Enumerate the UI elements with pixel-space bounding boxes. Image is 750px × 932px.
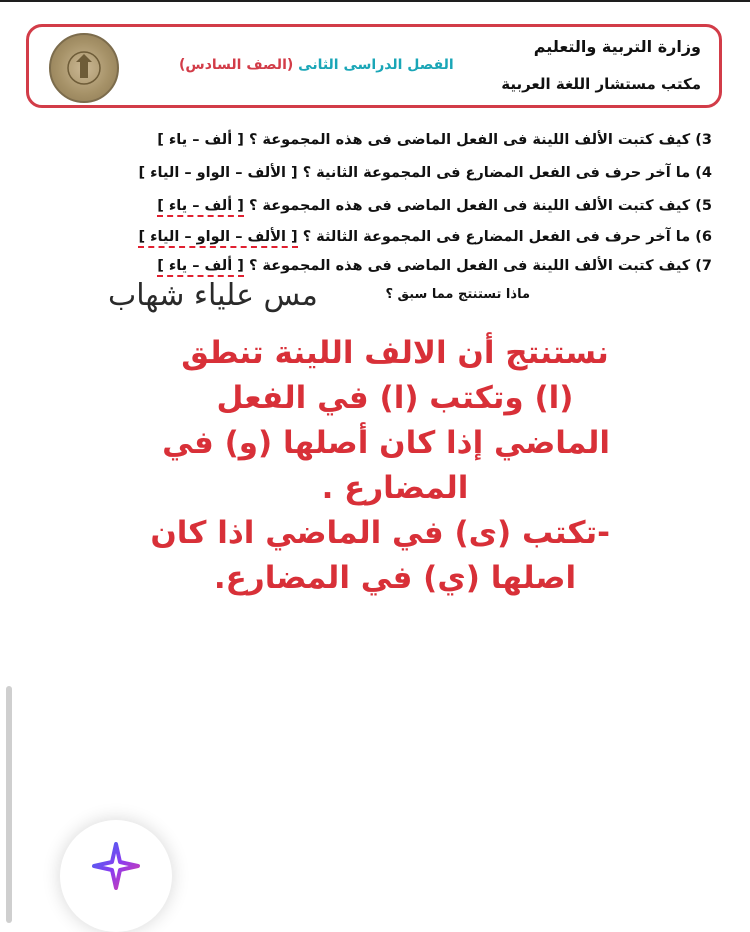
question-3: 3) كيف كتبت الألف اللينة فى الفعل الماضى فى هذه المجموعة ؟ [ ألف – ياء ]	[157, 132, 712, 148]
question-options: [ الألف – الواو – الياء ]	[138, 165, 298, 181]
answer-line: الماضي إذا كان أصلها (و) في	[162, 425, 610, 461]
question-options: [ الألف – الواو – الياء ]	[138, 229, 297, 248]
answer-line: (ا) وتكتب (ا) في الفعل	[216, 380, 574, 416]
sparkle-icon	[92, 842, 140, 890]
scrollbar[interactable]	[6, 686, 12, 923]
question-options: [ ألف – ياء ]	[157, 198, 244, 217]
ai-assistant-button[interactable]	[60, 820, 172, 932]
answer-line: اصلها (ي) في المضارع.	[213, 560, 577, 596]
top-border	[0, 0, 750, 2]
teacher-name: مس علياء شهاب	[108, 278, 318, 313]
question-options: [ ألف – ياء ]	[157, 132, 244, 148]
question-7: 7) كيف كتبت الألف اللينة فى الفعل الماضى فى هذه المجموعة ؟ [ ألف – ياء ]	[157, 258, 712, 274]
answer-line: المضارع .	[321, 470, 469, 506]
term-label: الفصل الدراسى الثانى	[298, 57, 454, 73]
question-options: [ ألف – ياء ]	[157, 258, 244, 277]
office-title: مكتب مستشار اللغة العربية	[501, 75, 701, 93]
answer-line: -تكتب (ى) في الماضي اذا كان	[150, 515, 610, 551]
ministry-title: وزارة التربية والتعليم	[533, 37, 701, 56]
grade-term-line	[179, 57, 454, 73]
question-6: 6) ما آخر حرف فى الفعل المضارع فى المجموعة الثالثة ؟ [ الألف – الواو – الياء ]	[138, 229, 712, 245]
document-header	[26, 24, 722, 108]
answer-line: نستنتج أن الالف اللينة تنطق	[181, 335, 609, 371]
question-5: 5) كيف كتبت الألف اللينة فى الفعل الماضى فى هذه المجموعة ؟ [ ألف – ياء ]	[157, 198, 712, 214]
question-4: 4) ما آخر حرف فى الفعل المضارع فى المجموعة الثانية ؟ [ الألف – الواو – الياء ]	[138, 165, 712, 181]
ministry-seal-icon	[49, 33, 119, 103]
conclusion-prompt: ماذا تستنتج مما سبق ؟	[385, 287, 530, 302]
grade-label: (الصف السادس)	[179, 57, 294, 73]
